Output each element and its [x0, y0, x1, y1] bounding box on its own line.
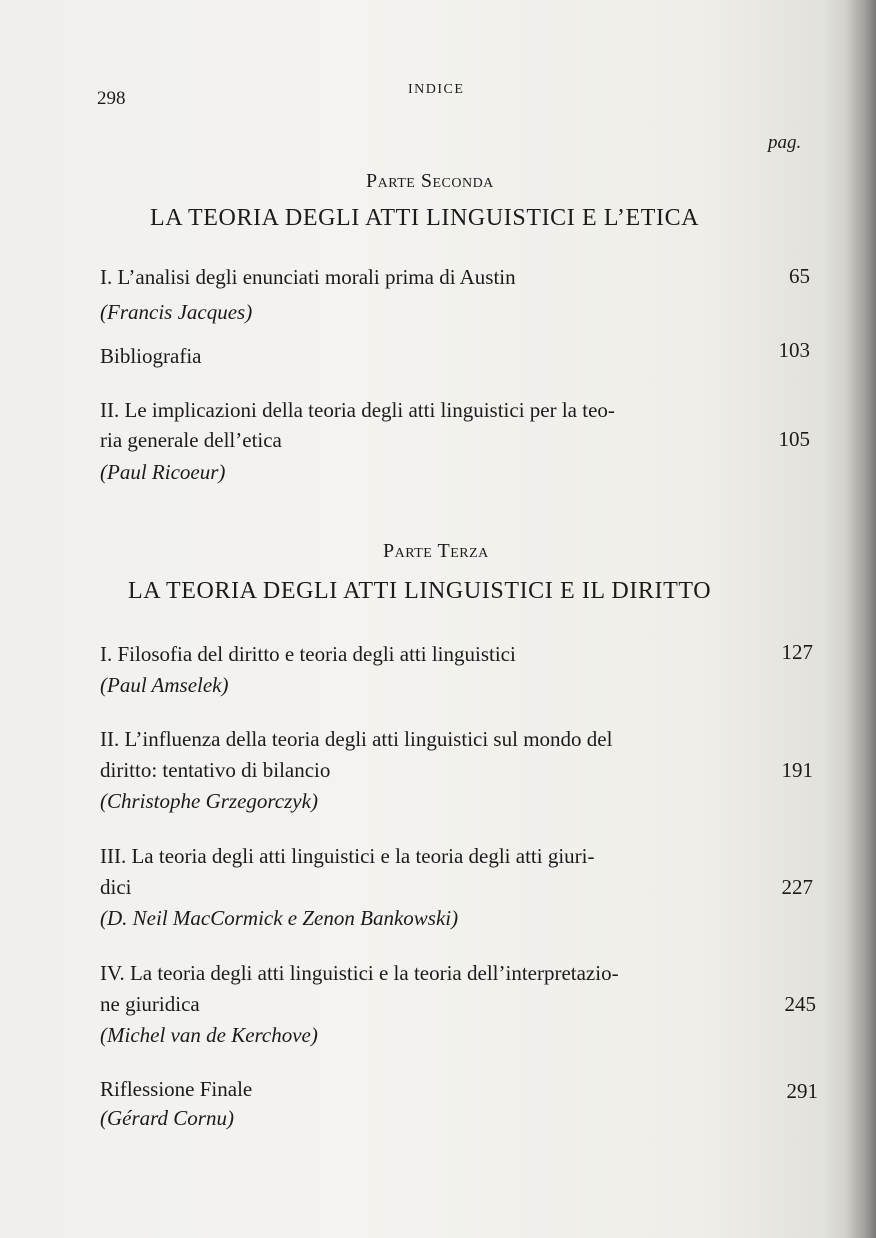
toc-entry-p3-2-page: 191: [781, 758, 813, 782]
toc-entry-p2-3-page: 105: [778, 427, 810, 451]
running-title: INDICE: [408, 82, 465, 97]
toc-entry-p3-4-page: 245: [784, 992, 816, 1016]
toc-entry-p3-5-title: Riflessione Finale: [100, 1077, 253, 1101]
toc-entry-p3-4-title-cont: ne giuridica: [100, 992, 200, 1016]
toc-entry-p3-5-page: 291: [786, 1079, 818, 1103]
toc-entry-p2-1-page: 65: [789, 264, 810, 288]
toc-entry-p3-2-title-cont: diritto: tentativo di bilancio: [100, 758, 331, 782]
part3-label: Parte Terza: [383, 540, 489, 562]
toc-entry-p3-3-author: (D. Neil MacCormick e Zenon Bankowski): [100, 906, 459, 930]
toc-entry-p3-2-title: II. L’influenza della teoria degli atti linguistici sul mondo del: [100, 727, 613, 751]
part2-label: Parte Seconda: [366, 170, 494, 192]
toc-entry-p2-2-page: 103: [778, 338, 810, 362]
toc-entry-p3-1-author: (Paul Amselek): [100, 673, 229, 697]
toc-entry-p3-2-author: (Christophe Grzegorczyk): [100, 789, 318, 813]
toc-entry-p3-4-title: IV. La teoria degli atti linguistici e la teoria dell’interpretazio-: [100, 961, 619, 985]
toc-entry-p3-1-title: I. Filosofia del diritto e teoria degli atti linguistici: [100, 642, 516, 666]
toc-entry-p3-3-title-cont: dici: [100, 875, 132, 899]
toc-entry-p3-5-author: (Gérard Cornu): [100, 1106, 234, 1130]
part3-title: LA TEORIA DEGLI ATTI LINGUISTICI E IL DIRITTO: [128, 578, 712, 604]
toc-entry-p2-2-title: Bibliografia: [100, 344, 202, 368]
toc-entry-p3-1-page: 127: [781, 640, 813, 664]
toc-entry-p2-1-author: (Francis Jacques): [100, 300, 253, 324]
toc-entry-p2-3-author: (Paul Ricoeur): [100, 460, 226, 484]
toc-entry-p3-4-author: (Michel van de Kerchove): [100, 1023, 318, 1047]
part2-title: LA TEORIA DEGLI ATTI LINGUISTICI E L’ETICA: [150, 205, 700, 231]
pag-label: pag.: [768, 132, 802, 153]
toc-entry-p2-1-title: I. L’analisi degli enunciati morali prima di Austin: [100, 265, 516, 289]
page-number: 298: [97, 88, 126, 109]
page-edge-shadow: [846, 0, 876, 1238]
toc-entry-p3-3-title: III. La teoria degli atti linguistici e la teoria degli atti giuri-: [100, 844, 595, 868]
toc-entry-p2-3-title: II. Le implicazioni della teoria degli atti linguistici per la teo-: [100, 398, 615, 422]
toc-entry-p2-3-title-cont: ria generale dell’etica: [100, 428, 282, 452]
toc-entry-p3-3-page: 227: [781, 875, 813, 899]
